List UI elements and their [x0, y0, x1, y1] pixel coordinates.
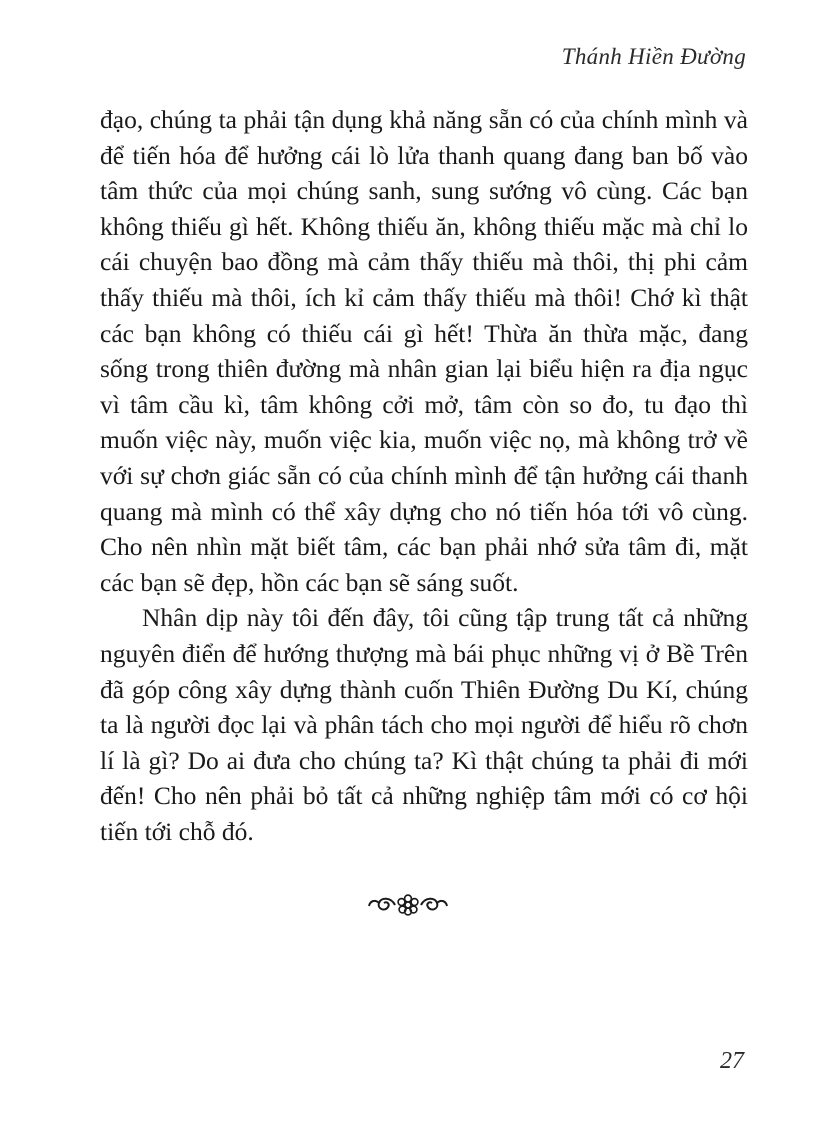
floral-divider-icon: [0, 890, 816, 918]
paragraph-continued: đạo, chúng ta phải tận dụng khả năng sẵn có của chính mình và để tiến hóa để hưởng cái lò lửa thanh quang đang ban bố vào tâm thức của mọi chúng sanh, sung sướng vô cùng. Các bạn không thiếu gì hết. Không thiếu ăn, không thiếu mặc mà chỉ lo cái chuyện bao đồng mà cảm thấy thiếu mà thôi, thị phi cảm thấy thiếu mà thôi, ích kỉ cảm thấy thiếu mà thôi! Chớ kì thật các bạn không có thiếu cái gì hết! Thừa ăn thừa mặc, đang sống trong thiên đường mà nhân gian lại biểu hiện ra địa ngục vì tâm cầu kì, tâm không cởi mở, tâm còn so đo, tu đạo thì muốn việc này, muốn việc kia, muốn việc nọ, mà không trở về với sự chơn giác sẵn có của chính mình để tận hưởng cái thanh quang mà mình có thể xây dựng cho nó tiến hóa tới vô cùng. Cho nên nhìn mặt biết tâm, các bạn phải nhớ sửa tâm đi, mặt các bạn sẽ đẹp, hồn các bạn sẽ sáng suốt.: [100, 105, 748, 597]
paragraph-second: Nhân dịp này tôi đến đây, tôi cũng tập trung tất cả những nguyên điển để hướng thượng mà bái phục những vị ở Bề Trên đã góp công xây dựng thành cuốn Thiên Đường Du Kí, chúng ta là người đọc lại và phân tách cho mọi người để hiểu rõ chơn lí là gì? Do ai đưa cho chúng ta? Kì thật chúng ta phải đi mới đến! Cho nên phải bỏ tất cả những nghiệp tâm mới có cơ hội tiến tới chỗ đó.: [100, 603, 748, 846]
body-text: [100, 102, 748, 849]
running-header: Thánh Hiền Đường: [561, 44, 746, 69]
page-number: 27: [720, 1048, 744, 1074]
